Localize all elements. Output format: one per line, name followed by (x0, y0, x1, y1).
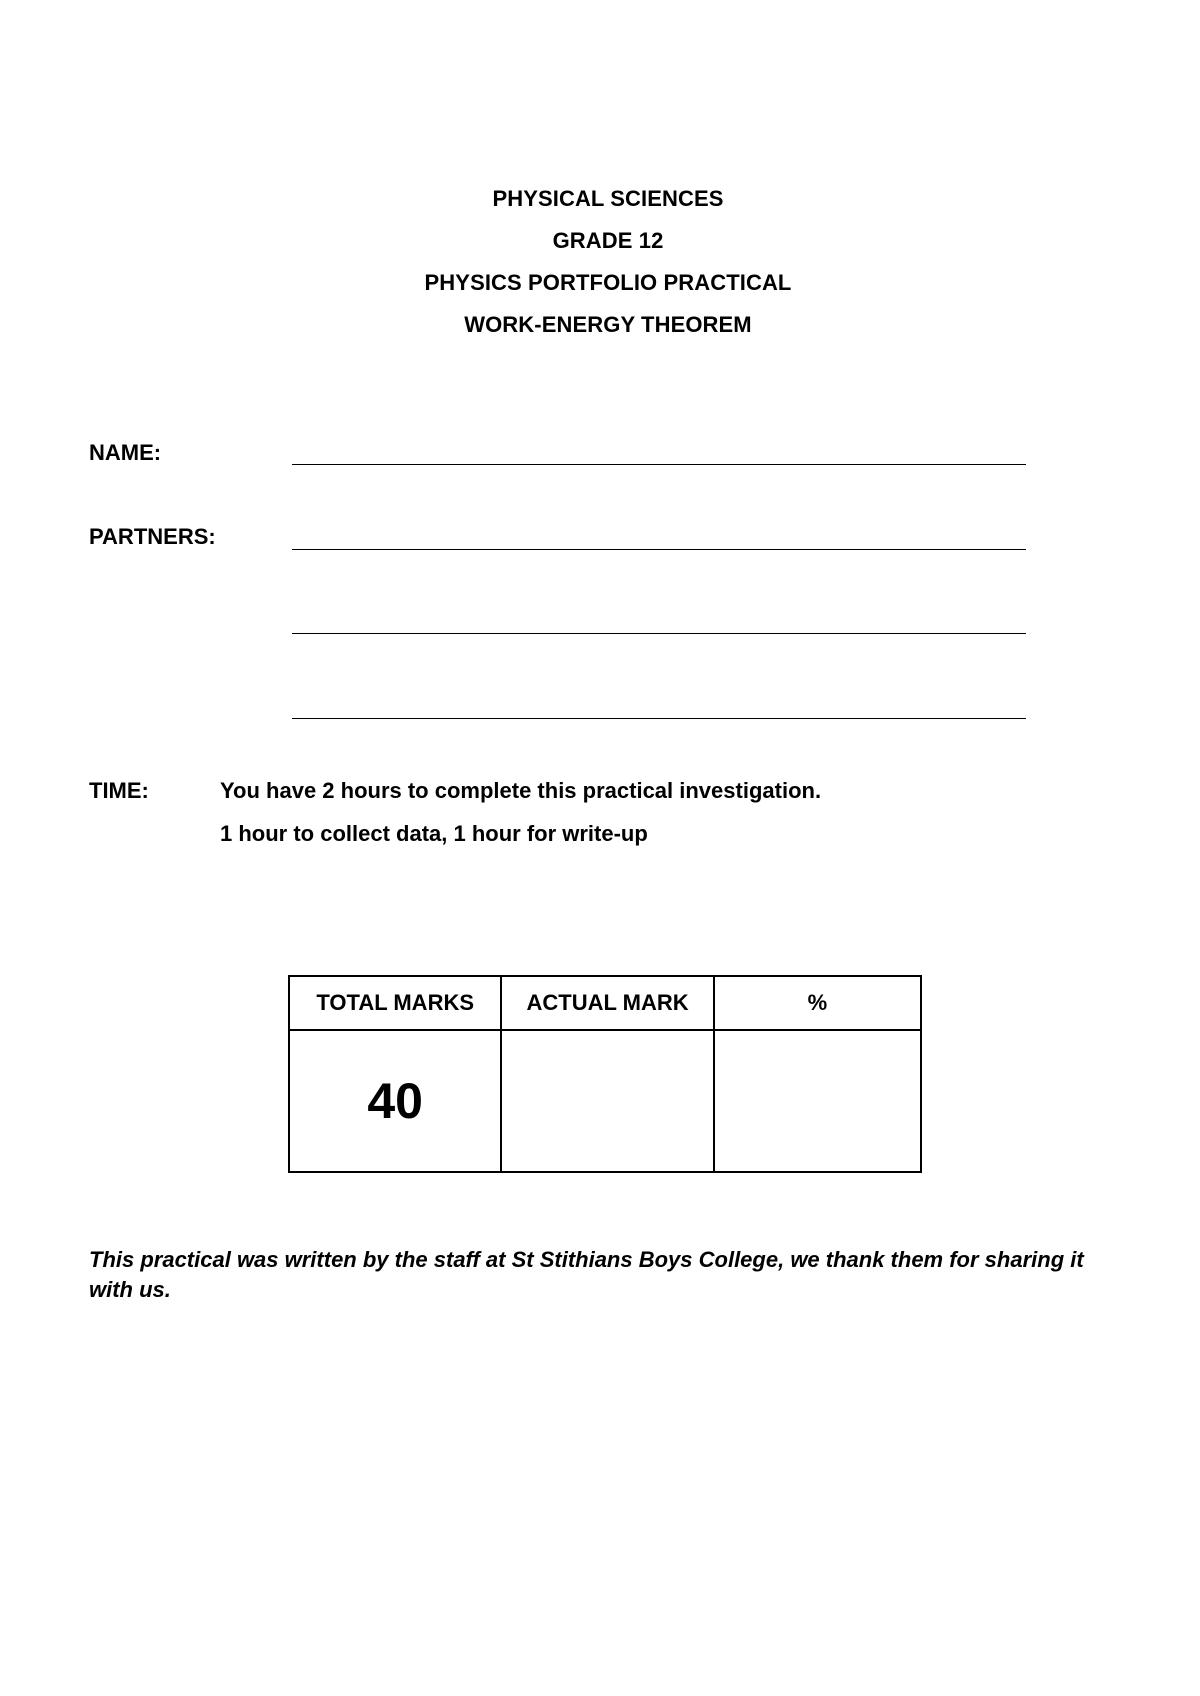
total-marks-cell (289, 1030, 501, 1172)
percent-header: % (714, 976, 921, 1030)
partners-field-line-1[interactable] (292, 549, 1026, 550)
partners-field-line-2[interactable] (292, 633, 1026, 634)
time-description: You have 2 hours to complete this practical investigation. (220, 778, 822, 803)
percent-cell[interactable] (714, 1030, 921, 1172)
acknowledgement-note: This practical was written by the staff at St Stithians Boys College, we thank them for sharing it with us. (89, 1247, 1084, 1302)
marks-header-row (289, 976, 921, 1030)
time-label: TIME: (89, 778, 149, 803)
marks-table (288, 975, 922, 1173)
topic-title: WORK-ENERGY THEOREM (464, 312, 752, 337)
grade-title: GRADE 12 (552, 228, 664, 253)
partners-field-line-3[interactable] (292, 718, 1026, 719)
name-field-line[interactable] (292, 464, 1026, 465)
practical-title: PHYSICS PORTFOLIO PRACTICAL (424, 270, 792, 295)
total-marks-value: 40 (367, 1073, 423, 1129)
title-block (0, 184, 1200, 352)
time-breakdown: 1 hour to collect data, 1 hour for write-up (220, 821, 648, 846)
subject-title: PHYSICAL SCIENCES (492, 186, 724, 211)
actual-mark-header: ACTUAL MARK (501, 976, 713, 1030)
name-label: NAME: (89, 440, 162, 465)
marks-value-row (289, 1030, 921, 1172)
actual-mark-cell[interactable] (501, 1030, 713, 1172)
total-marks-header: TOTAL MARKS (289, 976, 501, 1030)
partners-label: PARTNERS: (89, 524, 216, 549)
